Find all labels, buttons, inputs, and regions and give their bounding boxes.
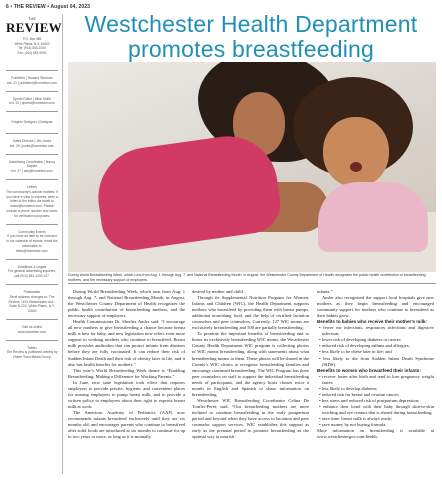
- bullet-item: • recover faster after birth and tend to lose pregnancy weight faster;: [317, 374, 434, 386]
- article-column-2: [192, 289, 309, 440]
- article-headline: Westchester Health Department promotes breastfeeding: [84, 11, 418, 62]
- info-body: For general advertising inquiries, call (914) 653-1000 x27.: [8, 269, 56, 279]
- info-entry: [6, 284, 58, 319]
- staff-role: Advertising Coordinator | Nancy Kaplan: [8, 159, 56, 169]
- info-title: Postmaster: [23, 289, 41, 294]
- masthead-name: REVIEW: [6, 20, 62, 35]
- staff-entry: [6, 91, 58, 112]
- info-body: If you have an item to be included in our calendar of events, email the information to news@hometwn.com.: [6, 234, 58, 253]
- staff-contact: ext. 27 | ads@hometwn.com: [11, 169, 53, 174]
- paragraph: desired by mother and child.: [192, 289, 244, 294]
- staff-contact: ext. 30 | jones@hometwn.com: [9, 143, 55, 148]
- paragraph: infants.”: [317, 289, 333, 294]
- article-photo: [68, 62, 436, 272]
- bullet-item: • less stress and reduced risk of postpartum depression;: [317, 398, 434, 404]
- staff-entry: [6, 154, 58, 179]
- bullet-item: • reduced risk of developing asthma and allergies;: [317, 343, 434, 349]
- paragraph: Westchester WIC Breastfeeding Coordinator Celina De Tourlet-Perez said: “Our breastfeeding mothers are more inclined to continue breastfeeding in the early postpartum period and beyond when they have access to lactation and peer counselor support services. WIC establishes this support as early as the prenatal period to promote breastfeeding as the optimal way to nourish: [192, 397, 309, 440]
- masthead-prefix: THE: [28, 16, 36, 21]
- bullet-item: • save money by not buying formula.: [317, 422, 434, 428]
- paragraph: The American Academy of Pediatrics (AAP) now recommends infants breastfeed exclusively until they are six months old, and encourages parents who continue to breastfeed after solid foods are introduced at six months to continue for up to two years or more, as long as it is mutually: [68, 409, 185, 440]
- staff-entry: [6, 133, 58, 154]
- info-body: The Review is published weekly by Home Town Media Group: [6, 350, 58, 360]
- paragraph: More information on breastfeeding is available at www.westchestergov.com/health.: [317, 428, 434, 440]
- article-column-3: [317, 289, 434, 440]
- article-column-1: [68, 289, 185, 440]
- subheading: Benefits to women who breastfeed their infants:: [317, 367, 421, 373]
- info-title: Twitter: [27, 345, 37, 350]
- bullet-item: • less likely to develop diabetes;: [317, 386, 434, 392]
- paragraph: During World Breastfeeding Week, which runs from Aug. 1 through Aug. 7, and National Breastfeeding Month, in August, the Westchester County Department of Health recognizes the public health contribution of breastfeeding mothers, and the necessary support of employers.: [68, 289, 185, 319]
- masthead: [6, 16, 62, 55]
- caption-divider: [68, 283, 436, 284]
- info-title: Deadlines & Legals: [17, 264, 47, 269]
- masthead-address: [6, 37, 58, 55]
- bullet-list: [317, 325, 434, 367]
- staff-role: Publisher | Howard Sturman: [11, 76, 53, 80]
- info-body: Send address changes to: The Review, 1133 Westchester Ave., Suite N-202, White Plains, N.Y. 10604: [8, 294, 56, 314]
- info-entry: [6, 179, 58, 224]
- paragraph: Health Commissioner Dr. Sherlita Amler said: “I encourage all new mothers to give breastfeeding a chance because breast milk is best for baby, and new legislation now offers even more support to working mothers who continue to breastfeed. Breast milk provides antibodies that can protect infants from diseases before they are fully vaccinated. It can reduce their risk of Sudden Infant Death and their risk of obesity later in life, and it also has health benefits for mothers.”: [68, 319, 185, 367]
- photo-child-shirt: [318, 182, 428, 252]
- subheading: Benefits to babies who receive their mother’s milk:: [317, 319, 427, 325]
- address-line: White Plains, N.Y. 10602: [14, 41, 50, 46]
- info-body: www.hometwn.com: [17, 329, 47, 334]
- staff-sidebar: [6, 70, 58, 365]
- staff-role: Graphic Designer | Designer: [11, 120, 53, 125]
- staff-role: Sports Editor | Mike Smith: [12, 96, 52, 101]
- photo-child-face: [323, 117, 389, 187]
- staff-role: Sales Director | Jim Jones: [12, 138, 52, 143]
- info-entry: [6, 259, 58, 284]
- info-title: Community Events: [18, 229, 46, 234]
- staff-contact: ext. 22 | sports@hometwn.com: [9, 101, 55, 106]
- bullet-item: • fewer ear infections, respiratory infections and digestive infection;: [317, 325, 434, 337]
- paragraph: Amler also recognized the support local hospitals give new mothers as they begin breastfeeding and encouraged community support for mothers who continue to breastfeed as their babies grow.: [317, 295, 434, 319]
- staff-entry: [6, 111, 58, 133]
- address-line: Fax: (914) 653-5000: [17, 50, 47, 55]
- address-line: Tel: (914) 653-1000: [18, 46, 46, 51]
- paragraph: Through its Supplemental Nutrition Program for Women, Infants and Children (WIC), the Health Department supports mothers who breastfeed by providing them with breast pumps, additional nourishing food, and the help of certified lactation counselors and peer counselors. Currently, 127 WIC moms are exclusively breastfeeding and 500 are partially breastfeeding.: [192, 295, 309, 331]
- address-line: P.O. Box 485: [22, 37, 42, 41]
- photo-caption: During World Breastfeeding Week, which runs from Aug. 1 through Aug. 7, and National Breastfeeding Month, in August, the Westchester County Department of Health recognizes the public health contribution of breastfeeding mothers, and the necessary support of employers.: [68, 273, 426, 282]
- bullet-item: • enhance their bond with their baby through skin-to-skin touching and eye contact that is shared during breastfeeding;: [317, 404, 434, 416]
- staff-entry: [6, 70, 58, 91]
- photo-child-mouth: [350, 162, 362, 172]
- bullet-item: • save time: breast milk is always ready;: [317, 416, 434, 422]
- paragraph: To promote the important benefits of breastfeeding and to honor its exclusively breastfeeding WIC moms, the Westchester County Health Department WIC program is collecting photos of WIC moms breastfeeding, along with statements about what breastfeeding means to them. These photos will be shared in the County’s WIC clinics to recognize breastfeeding families and encourage continued breastfeeding. The WIC Program has three peer counselors on staff to support the individual breastfeeding needs of participants, and the agency hosts classes twice a month in English and Spanish to share information on breastfeeding.: [192, 331, 309, 397]
- bullet-item: • less likely to be obese later in life; and: [317, 349, 434, 355]
- info-entry: [6, 319, 58, 340]
- bullet-item: • reduced risk for breast and ovarian cancer;: [317, 392, 434, 398]
- paragraph: This year’s World Breastfeeding Week theme is “Enabling Breastfeeding: Making a Difference for Working Parents.”: [68, 367, 185, 379]
- bullet-item: • less likely to die from Sudden Infant Death Syndrome (SIDS).: [317, 356, 434, 368]
- bullet-item: • lower risk of developing diabetes or cancer;: [317, 337, 434, 343]
- staff-contact: ext. 21 | publisher@hometwn.com: [7, 80, 57, 85]
- info-entry: [6, 224, 58, 259]
- info-title: Letters: [26, 184, 38, 189]
- info-entry: [6, 340, 58, 365]
- bullet-list: [317, 374, 434, 428]
- info-body: The community's opinion matters. If you have a view to express, write a letter to the editor via email to news@hometwn.com. Please include a phone number and name for verification purposes.: [6, 189, 58, 218]
- paragraph: In June, new state legislation took effect that requires employers to provide private, hygienic and convenient places for nursing employees to pump breast milk, and to provide a written policy to employees about their right to express breast milk at work.: [68, 379, 185, 409]
- info-title: Visit us online: [21, 324, 43, 329]
- column-divider: [62, 14, 63, 474]
- page-folio: 6 • THE REVIEW • August 04, 2023: [6, 4, 91, 10]
